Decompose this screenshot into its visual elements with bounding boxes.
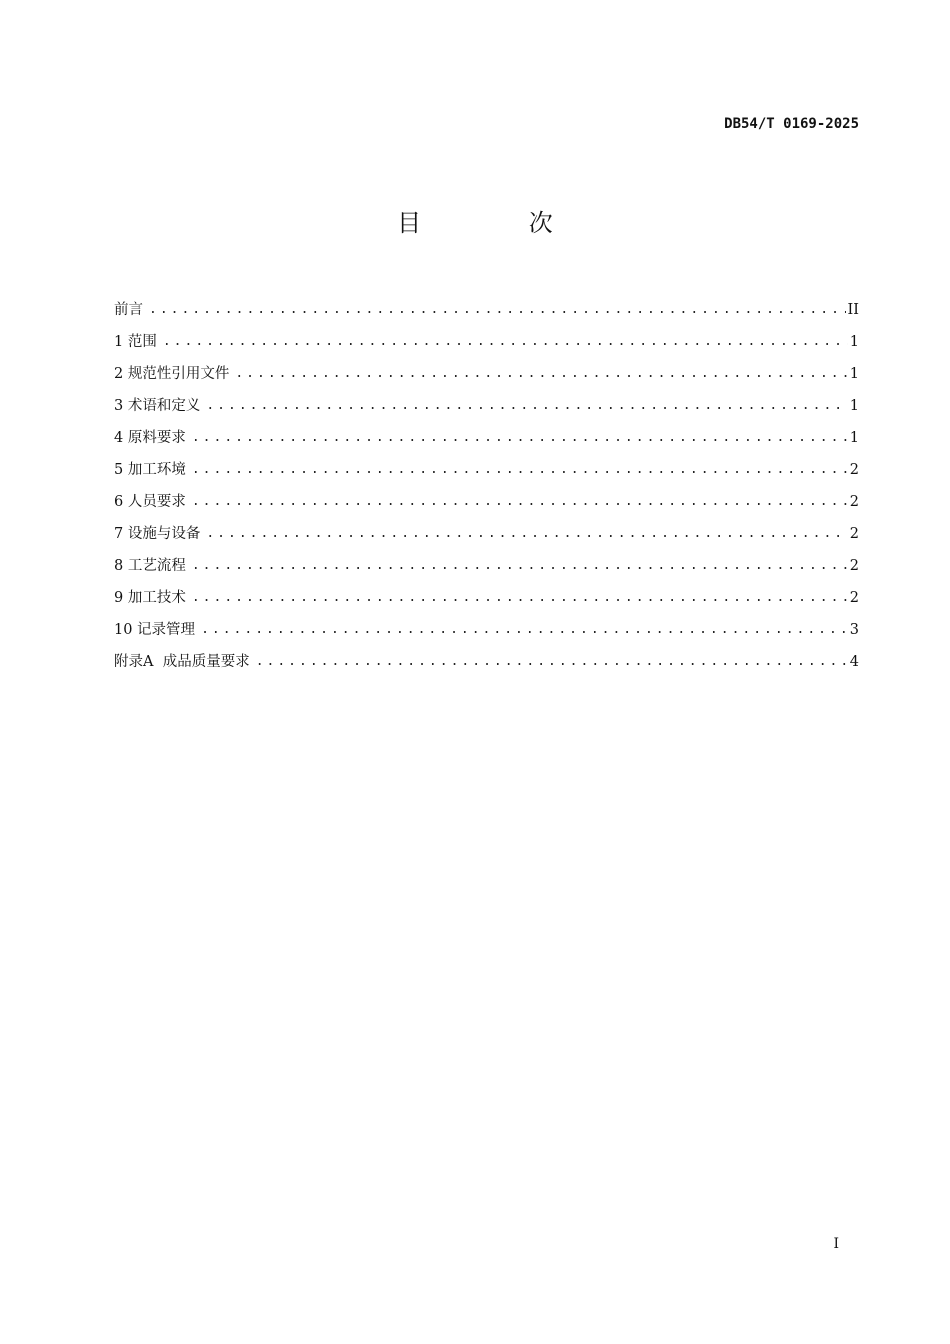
page-title: 目 次: [397, 209, 603, 237]
toc-entry-label: 10 记录管理: [114, 622, 196, 638]
toc-entry-label: 前言: [114, 302, 143, 318]
toc-entry-page: 2: [849, 462, 859, 478]
toc-entry-facilities[interactable]: [114, 512, 859, 544]
toc-entry-page: 1: [849, 430, 859, 446]
toc-entry-personnel[interactable]: [114, 480, 859, 512]
toc-leader-dots: [192, 460, 848, 480]
toc-leader-dots: [192, 556, 848, 576]
toc-leader-dots: [192, 588, 848, 608]
toc-entry-label: 4 原料要求: [114, 430, 186, 446]
document-number: DB54/T 0169-2025: [724, 116, 859, 132]
toc-entry-label: 5 加工环境: [114, 462, 186, 478]
toc-entry-page: II: [847, 302, 859, 318]
toc-leader-dots: [235, 364, 847, 384]
table-of-contents: [114, 288, 859, 672]
toc-entry-page: 1: [849, 334, 859, 350]
toc-entry-page: 2: [849, 526, 859, 542]
toc-entry-label: 6 人员要求: [114, 494, 186, 510]
toc-entry-page: 1: [849, 366, 859, 382]
toc-entry-label: 3 术语和定义: [114, 398, 201, 414]
toc-entry-appendix-a[interactable]: [114, 640, 859, 672]
toc-entry-page: 2: [849, 558, 859, 574]
toc-entry-processing-environment[interactable]: [114, 448, 859, 480]
toc-leader-dots: [149, 300, 846, 320]
toc-entry-label: 2 规范性引用文件: [114, 366, 230, 382]
toc-entry-label: 附录A 成品质量要求: [114, 654, 250, 670]
toc-entry-terms-definitions[interactable]: [114, 384, 859, 416]
page-number: I: [833, 1236, 839, 1252]
toc-entry-label: 1 范围: [114, 334, 157, 350]
toc-entry-processing-technology[interactable]: [114, 576, 859, 608]
toc-entry-page: 3: [849, 622, 859, 638]
toc-leader-dots: [192, 428, 848, 448]
toc-entry-foreword[interactable]: [114, 288, 859, 320]
toc-leader-dots: [256, 652, 848, 672]
toc-entry-label: 9 加工技术: [114, 590, 186, 606]
toc-leader-dots: [206, 396, 847, 416]
toc-leader-dots: [192, 492, 848, 512]
toc-entry-record-management[interactable]: [114, 608, 859, 640]
toc-entry-process-flow[interactable]: [114, 544, 859, 576]
toc-entry-page: 4: [849, 654, 859, 670]
toc-entry-label: 8 工艺流程: [114, 558, 186, 574]
toc-leader-dots: [206, 524, 847, 544]
toc-entry-page: 2: [849, 494, 859, 510]
toc-entry-scope[interactable]: [114, 320, 859, 352]
toc-entry-label: 7 设施与设备: [114, 526, 201, 542]
toc-entry-raw-materials[interactable]: [114, 416, 859, 448]
toc-entry-page: 2: [849, 590, 859, 606]
toc-entry-page: 1: [849, 398, 859, 414]
toc-leader-dots: [163, 332, 848, 352]
toc-entry-normative-references[interactable]: [114, 352, 859, 384]
toc-leader-dots: [201, 620, 848, 640]
